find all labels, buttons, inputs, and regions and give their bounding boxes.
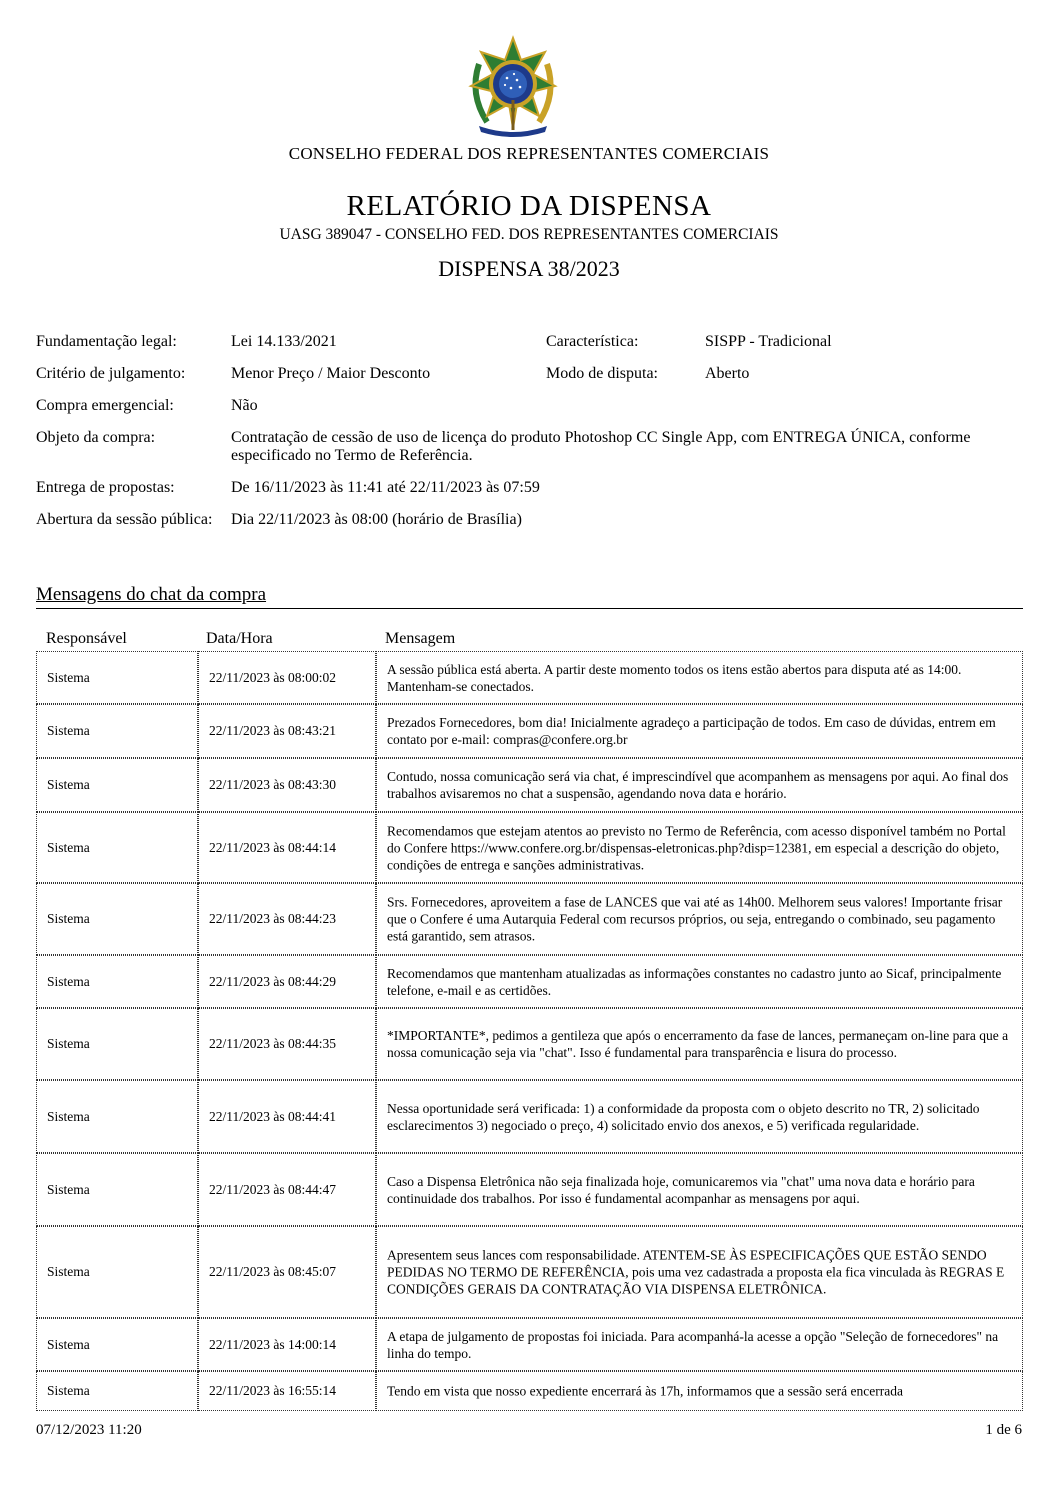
cell-datahora-text: 22/11/2023 às 08:44:47: [209, 1181, 336, 1197]
table-row: [36, 1226, 1023, 1318]
cell-mensagem-text: Caso a Dispensa Eletrônica não seja finalizada hoje, comunicaremos via "chat" uma nova data e horário para continuidade dos trabalhos. Por isso é fundamental acompanhar as mensagens por aqui.: [387, 1173, 975, 1206]
cell-mensagem: [376, 1318, 1023, 1371]
table-row: [36, 1318, 1023, 1371]
col-header-mensagem: Mensagem: [385, 630, 456, 647]
modo-label: Modo de disputa:: [546, 365, 658, 382]
cell-responsavel-text: Sistema: [47, 1336, 90, 1352]
cell-mensagem-text: Tendo em vista que nosso expediente encerrará às 17h, informamos que a sessão será encerrada: [387, 1383, 903, 1399]
cell-datahora: [198, 1226, 376, 1318]
cell-mensagem-text: Recomendamos que estejam atentos ao previsto no Termo de Referência, com acesso disponível também no Portal do Confere https://www.confere.org.br/dispensas-eletronicas.php?disp=12381, em especial a descrição do objeto, condições de entrega e sanções administrativas.: [387, 823, 1006, 872]
cell-datahora: [198, 651, 376, 704]
section-divider: [36, 608, 1023, 609]
cell-responsavel-text: Sistema: [47, 1108, 90, 1124]
table-row: [36, 883, 1023, 955]
cell-datahora-text: 22/11/2023 às 08:43:21: [209, 723, 336, 738]
cell-datahora: [198, 883, 376, 955]
cell-mensagem: [376, 1371, 1023, 1411]
cell-responsavel-text: Sistema: [47, 1181, 90, 1197]
cell-mensagem: [376, 704, 1023, 758]
table-row: [36, 758, 1023, 812]
cell-responsavel-text: Sistema: [47, 1264, 90, 1279]
cell-datahora: [198, 1318, 376, 1371]
caracteristica-value: SISPP - Tradicional: [705, 333, 832, 350]
cell-responsavel: [36, 1080, 198, 1153]
cell-responsavel-text: Sistema: [47, 1036, 90, 1051]
table-row: [36, 704, 1023, 758]
abertura-label: Abertura da sessão pública:: [36, 511, 213, 528]
entrega-value: De 16/11/2023 às 11:41 até 22/11/2023 às 07:59: [231, 479, 540, 496]
cell-datahora-text: 22/11/2023 às 08:43:30: [209, 777, 336, 792]
cell-datahora-text: 22/11/2023 às 08:44:23: [209, 911, 336, 926]
cell-datahora-text: 22/11/2023 às 08:44:14: [209, 839, 336, 855]
fundamentacao-label: Fundamentação legal:: [36, 333, 177, 350]
cell-datahora: [198, 758, 376, 812]
entrega-label: Entrega de propostas:: [36, 479, 175, 496]
cell-mensagem: [376, 758, 1023, 812]
cell-responsavel: [36, 955, 198, 1008]
cell-datahora-text: 22/11/2023 às 14:00:14: [209, 1336, 336, 1352]
cell-responsavel: [36, 1008, 198, 1080]
criterio-label: Critério de julgamento:: [36, 365, 186, 382]
cell-mensagem-text: A etapa de julgamento de propostas foi iniciada. Para acompanhá-la acesse a opção "Seleção de fornecedores" na linha do tempo.: [387, 1328, 999, 1361]
cell-mensagem-text: Prezados Fornecedores, bom dia! Inicialmente agradeço a participação de todos. Em caso de dúvidas, entrem em contato por e-mail: compras@confere.org.br: [387, 715, 996, 747]
cell-datahora-text: 22/11/2023 às 08:00:02: [209, 669, 336, 685]
cell-mensagem-text: Recomendamos que mantenham atualizadas as informações constantes no cadastro junto ao Sicaf, principalmente telefone, e-mail e as certidões.: [387, 965, 1002, 998]
chat-section-title: Mensagens do chat da compra: [36, 584, 267, 605]
table-row: [36, 1371, 1023, 1411]
cell-responsavel: [36, 651, 198, 704]
cell-responsavel: [36, 704, 198, 758]
cell-responsavel-text: Sistema: [47, 723, 90, 738]
cell-responsavel: [36, 883, 198, 955]
cell-responsavel-text: Sistema: [47, 1383, 90, 1398]
cell-mensagem: [376, 1226, 1023, 1318]
dispensa-number: DISPENSA 38/2023: [438, 256, 620, 281]
objeto-label: Objeto da compra:: [36, 429, 156, 446]
cell-mensagem-text: Nessa oportunidade será verificada: 1) a conformidade da proposta com o objeto descrito no TR, 2) solicitado esclarecimentos 3) negociado o preço, 4) solicitado envio dos anexos, e 5) verificada regularidade.: [387, 1100, 980, 1133]
caracteristica-label: Característica:: [546, 333, 639, 350]
emergencial-value: Não: [231, 397, 258, 414]
cell-responsavel: [36, 1153, 198, 1226]
cell-mensagem: [376, 1080, 1023, 1153]
cell-mensagem-text: Apresentem seus lances com responsabilidade. ATENTEM-SE ÀS ESPECIFICAÇÕES QUE ESTÃO SENDO PEDIDAS NO TERMO DE REFERÊNCIA, pois uma vez cadastrada a proposta ela fica vinculada às REGRAS E CONDIÇÕES GERAIS DA CONTRATAÇÃO VIA DISPENSA ELETRÔNICA.: [387, 1247, 1005, 1297]
cell-datahora-text: 22/11/2023 às 16:55:14: [209, 1383, 336, 1398]
cell-responsavel-text: Sistema: [47, 777, 90, 792]
cell-datahora: [198, 1153, 376, 1226]
table-row: [36, 651, 1023, 704]
cell-mensagem: [376, 1153, 1023, 1226]
report-title: RELATÓRIO DA DISPENSA: [346, 190, 712, 222]
emergencial-label: Compra emergencial:: [36, 397, 174, 414]
cell-responsavel-text: Sistema: [47, 669, 90, 685]
cell-mensagem-text: Srs. Fornecedores, aproveitem a fase de LANCES que vai até as 14h00. Melhorem seus valores! Importante frisar que o Confere é uma Autarquia Federal com recursos próprios, ou seja, entregando o combinado, seu pagamento está garantido, sem atrasos.: [387, 894, 1003, 944]
cell-responsavel: [36, 1318, 198, 1371]
abertura-value: Dia 22/11/2023 às 08:00 (horário de Brasília): [231, 511, 522, 528]
cell-datahora-text: 22/11/2023 às 08:44:35: [209, 1036, 336, 1051]
cell-responsavel-text: Sistema: [47, 839, 90, 855]
cell-mensagem: [376, 955, 1023, 1008]
footer-timestamp: 07/12/2023 11:20: [36, 1422, 142, 1438]
modo-value: Aberto: [705, 365, 750, 382]
cell-mensagem: [376, 883, 1023, 955]
cell-datahora: [198, 1008, 376, 1080]
col-header-datahora: Data/Hora: [206, 630, 273, 647]
table-row: [36, 1008, 1023, 1080]
cell-responsavel: [36, 812, 198, 883]
cell-mensagem-text: *IMPORTANTE*, pedimos a gentileza que após o encerramento da fase de lances, permaneçam on-line para que a nossa comunicação seja via "chat". Isso é fundamental para transparência e lisura do processo.: [387, 1028, 1009, 1060]
cell-responsavel: [36, 1371, 198, 1411]
cell-mensagem: [376, 812, 1023, 883]
cell-responsavel: [36, 758, 198, 812]
cell-datahora: [198, 1080, 376, 1153]
cell-datahora: [198, 812, 376, 883]
objeto-value: Contratação de cessão de uso de licença do produto Photoshop CC Single App, com ENTREGA ÚNICA, conforme especificado no Termo de Referência.: [231, 429, 971, 464]
uasg-line: UASG 389047 - CONSELHO FED. DOS REPRESENTANTES COMERCIAIS: [279, 226, 779, 243]
cell-datahora-text: 22/11/2023 às 08:44:29: [209, 973, 336, 989]
fundamentacao-value: Lei 14.133/2021: [231, 333, 337, 350]
cell-responsavel-text: Sistema: [47, 973, 90, 989]
table-row: [36, 1080, 1023, 1153]
cell-datahora: [198, 1371, 376, 1411]
table-row: [36, 955, 1023, 1008]
col-header-responsavel: Responsável: [46, 630, 127, 647]
cell-mensagem: [376, 651, 1023, 704]
cell-mensagem-text: A sessão pública está aberta. A partir deste momento todos os itens estão abertos para disputa até as 14:00. Mantenham-se conectados.: [387, 661, 962, 694]
cell-datahora: [198, 955, 376, 1008]
brasao-emblem: [465, 34, 561, 138]
criterio-value: Menor Preço / Maior Desconto: [231, 365, 431, 382]
cell-datahora: [198, 704, 376, 758]
cell-datahora-text: 22/11/2023 às 08:45:07: [209, 1264, 336, 1279]
cell-datahora-text: 22/11/2023 às 08:44:41: [209, 1108, 336, 1124]
cell-responsavel-text: Sistema: [47, 911, 90, 926]
table-row: [36, 1153, 1023, 1226]
organization-name: CONSELHO FEDERAL DOS REPRESENTANTES COMERCIAIS: [288, 144, 770, 163]
cell-mensagem: [376, 1008, 1023, 1080]
table-row: [36, 812, 1023, 883]
footer-page-number: 1 de 6: [985, 1422, 1022, 1438]
cell-mensagem-text: Contudo, nossa comunicação será via chat, é imprescindível que acompanhem as mensagens por aqui. Ao final dos trabalhos avisaremos no chat a suspensão, agendando nova data e horário.: [387, 769, 1009, 801]
cell-responsavel: [36, 1226, 198, 1318]
